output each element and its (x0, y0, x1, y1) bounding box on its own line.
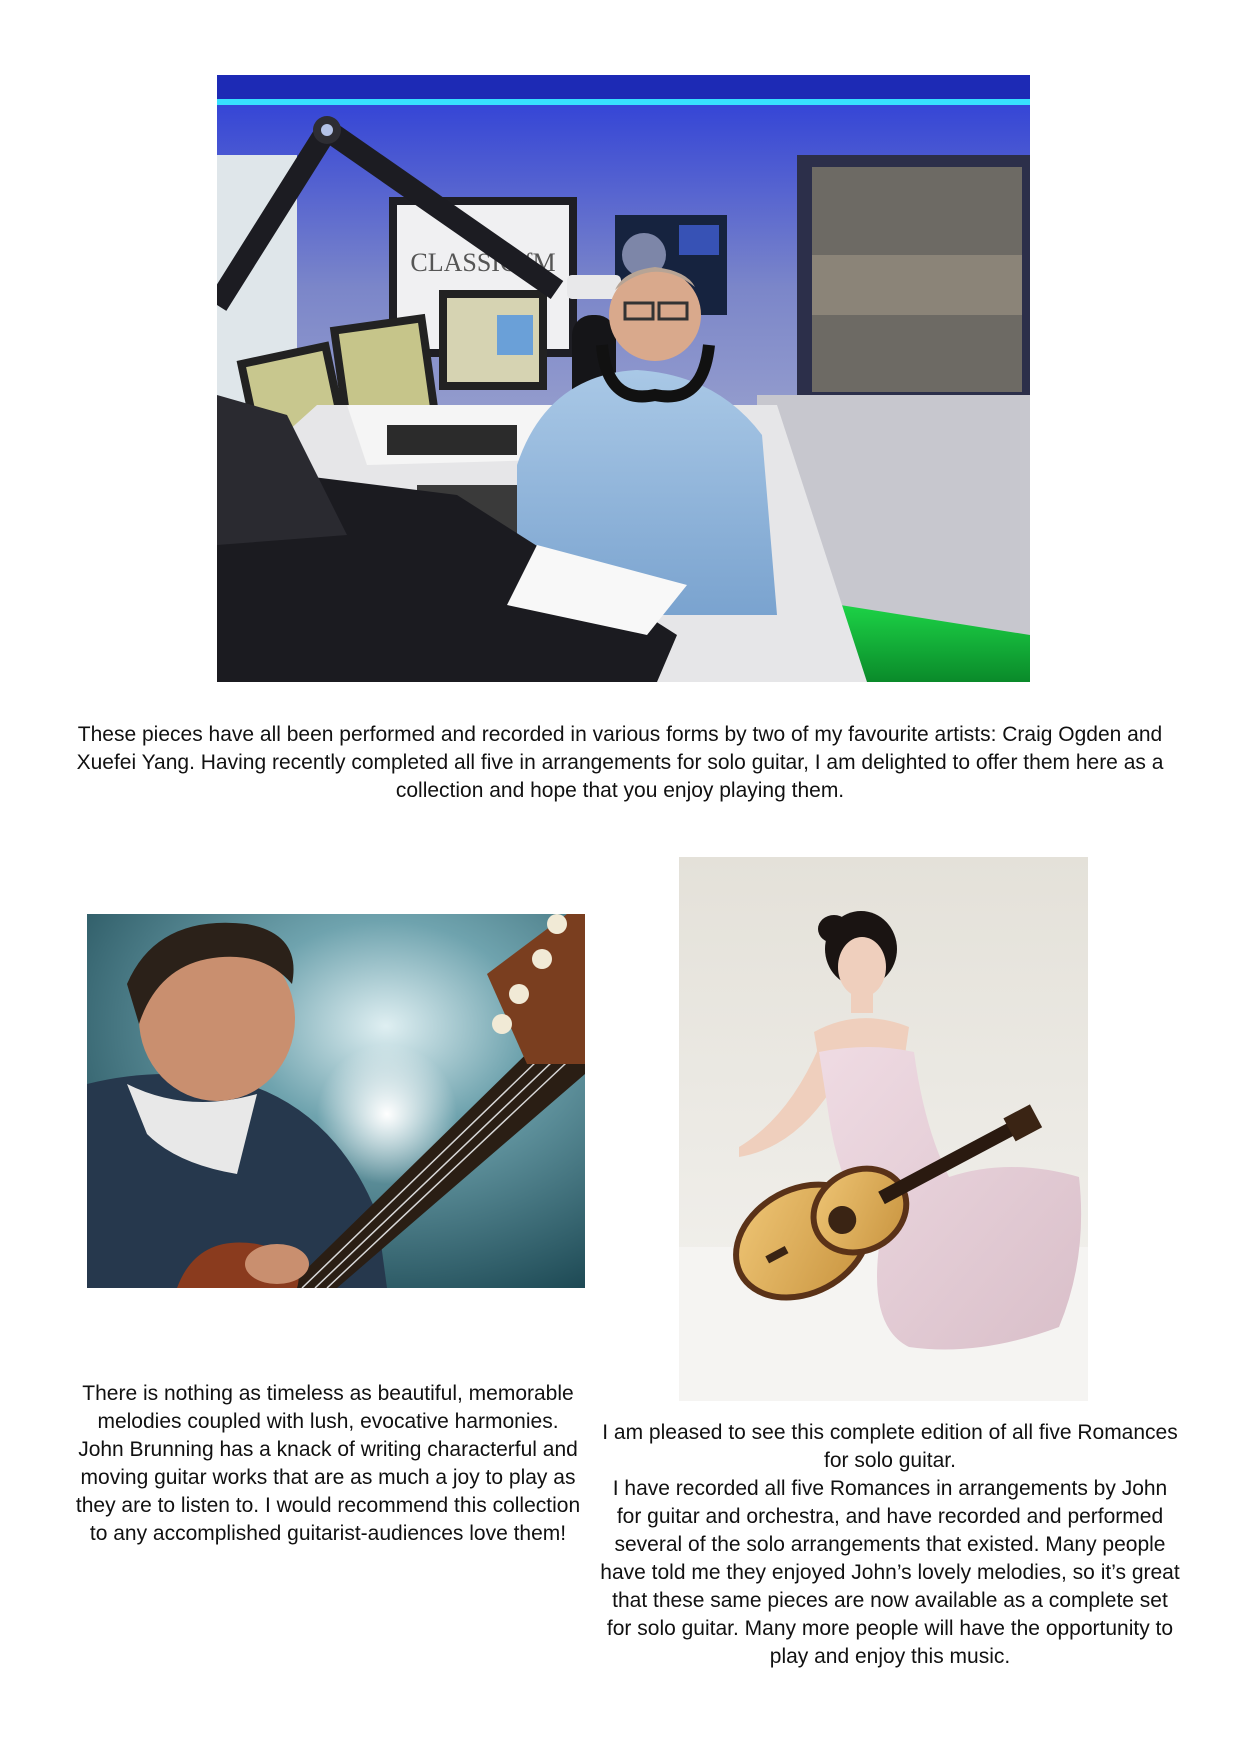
xuefei-yang-quote (600, 1419, 1180, 1671)
intro-text: These pieces have all been performed and recorded in various forms by two of my favourite artists: Craig Ogden and Xuefei Yang. Having recently completed all five in arrangements for solo guitar, I am delighted to offer them here as a collection and hope that you enjoy playing them. (76, 723, 1164, 802)
female-guitarist-photo-illustration (679, 857, 1088, 1401)
classic-fm-logo: CLASSIC fM (410, 248, 556, 277)
guitarist-photo (87, 914, 585, 1288)
radio-studio-photo (217, 75, 1030, 682)
quote-right-line1: I am pleased to see this complete edition of all five Romances for solo guitar. (602, 1421, 1178, 1472)
guitarist-photo-illustration (87, 914, 585, 1288)
quote-left-text: There is nothing as timeless as beautiful, memorable melodies coupled with lush, evocative harmonies. John Brunning has a knack of writing characterful and moving guitar works that are as much a joy to play as they are to listen to. I would recommend this collection to any accomplished guitarist-audiences love them! (75, 1382, 581, 1545)
quote-right-line2: I have recorded all five Romances in arrangements by John for guitar and orchestra, and have recorded and performed several of the solo arrangements that existed. Many people have told me they enjoyed John’s lovely melodies, so it’s great that these same pieces are now available as a complete set for solo guitar. Many more people will have the opportunity to play and enjoy this music. (600, 1477, 1180, 1668)
studio-photo-illustration (217, 75, 1030, 682)
female-guitarist-photo (679, 857, 1088, 1401)
craig-ogden-quote (72, 1380, 584, 1548)
intro-paragraph (70, 721, 1170, 805)
